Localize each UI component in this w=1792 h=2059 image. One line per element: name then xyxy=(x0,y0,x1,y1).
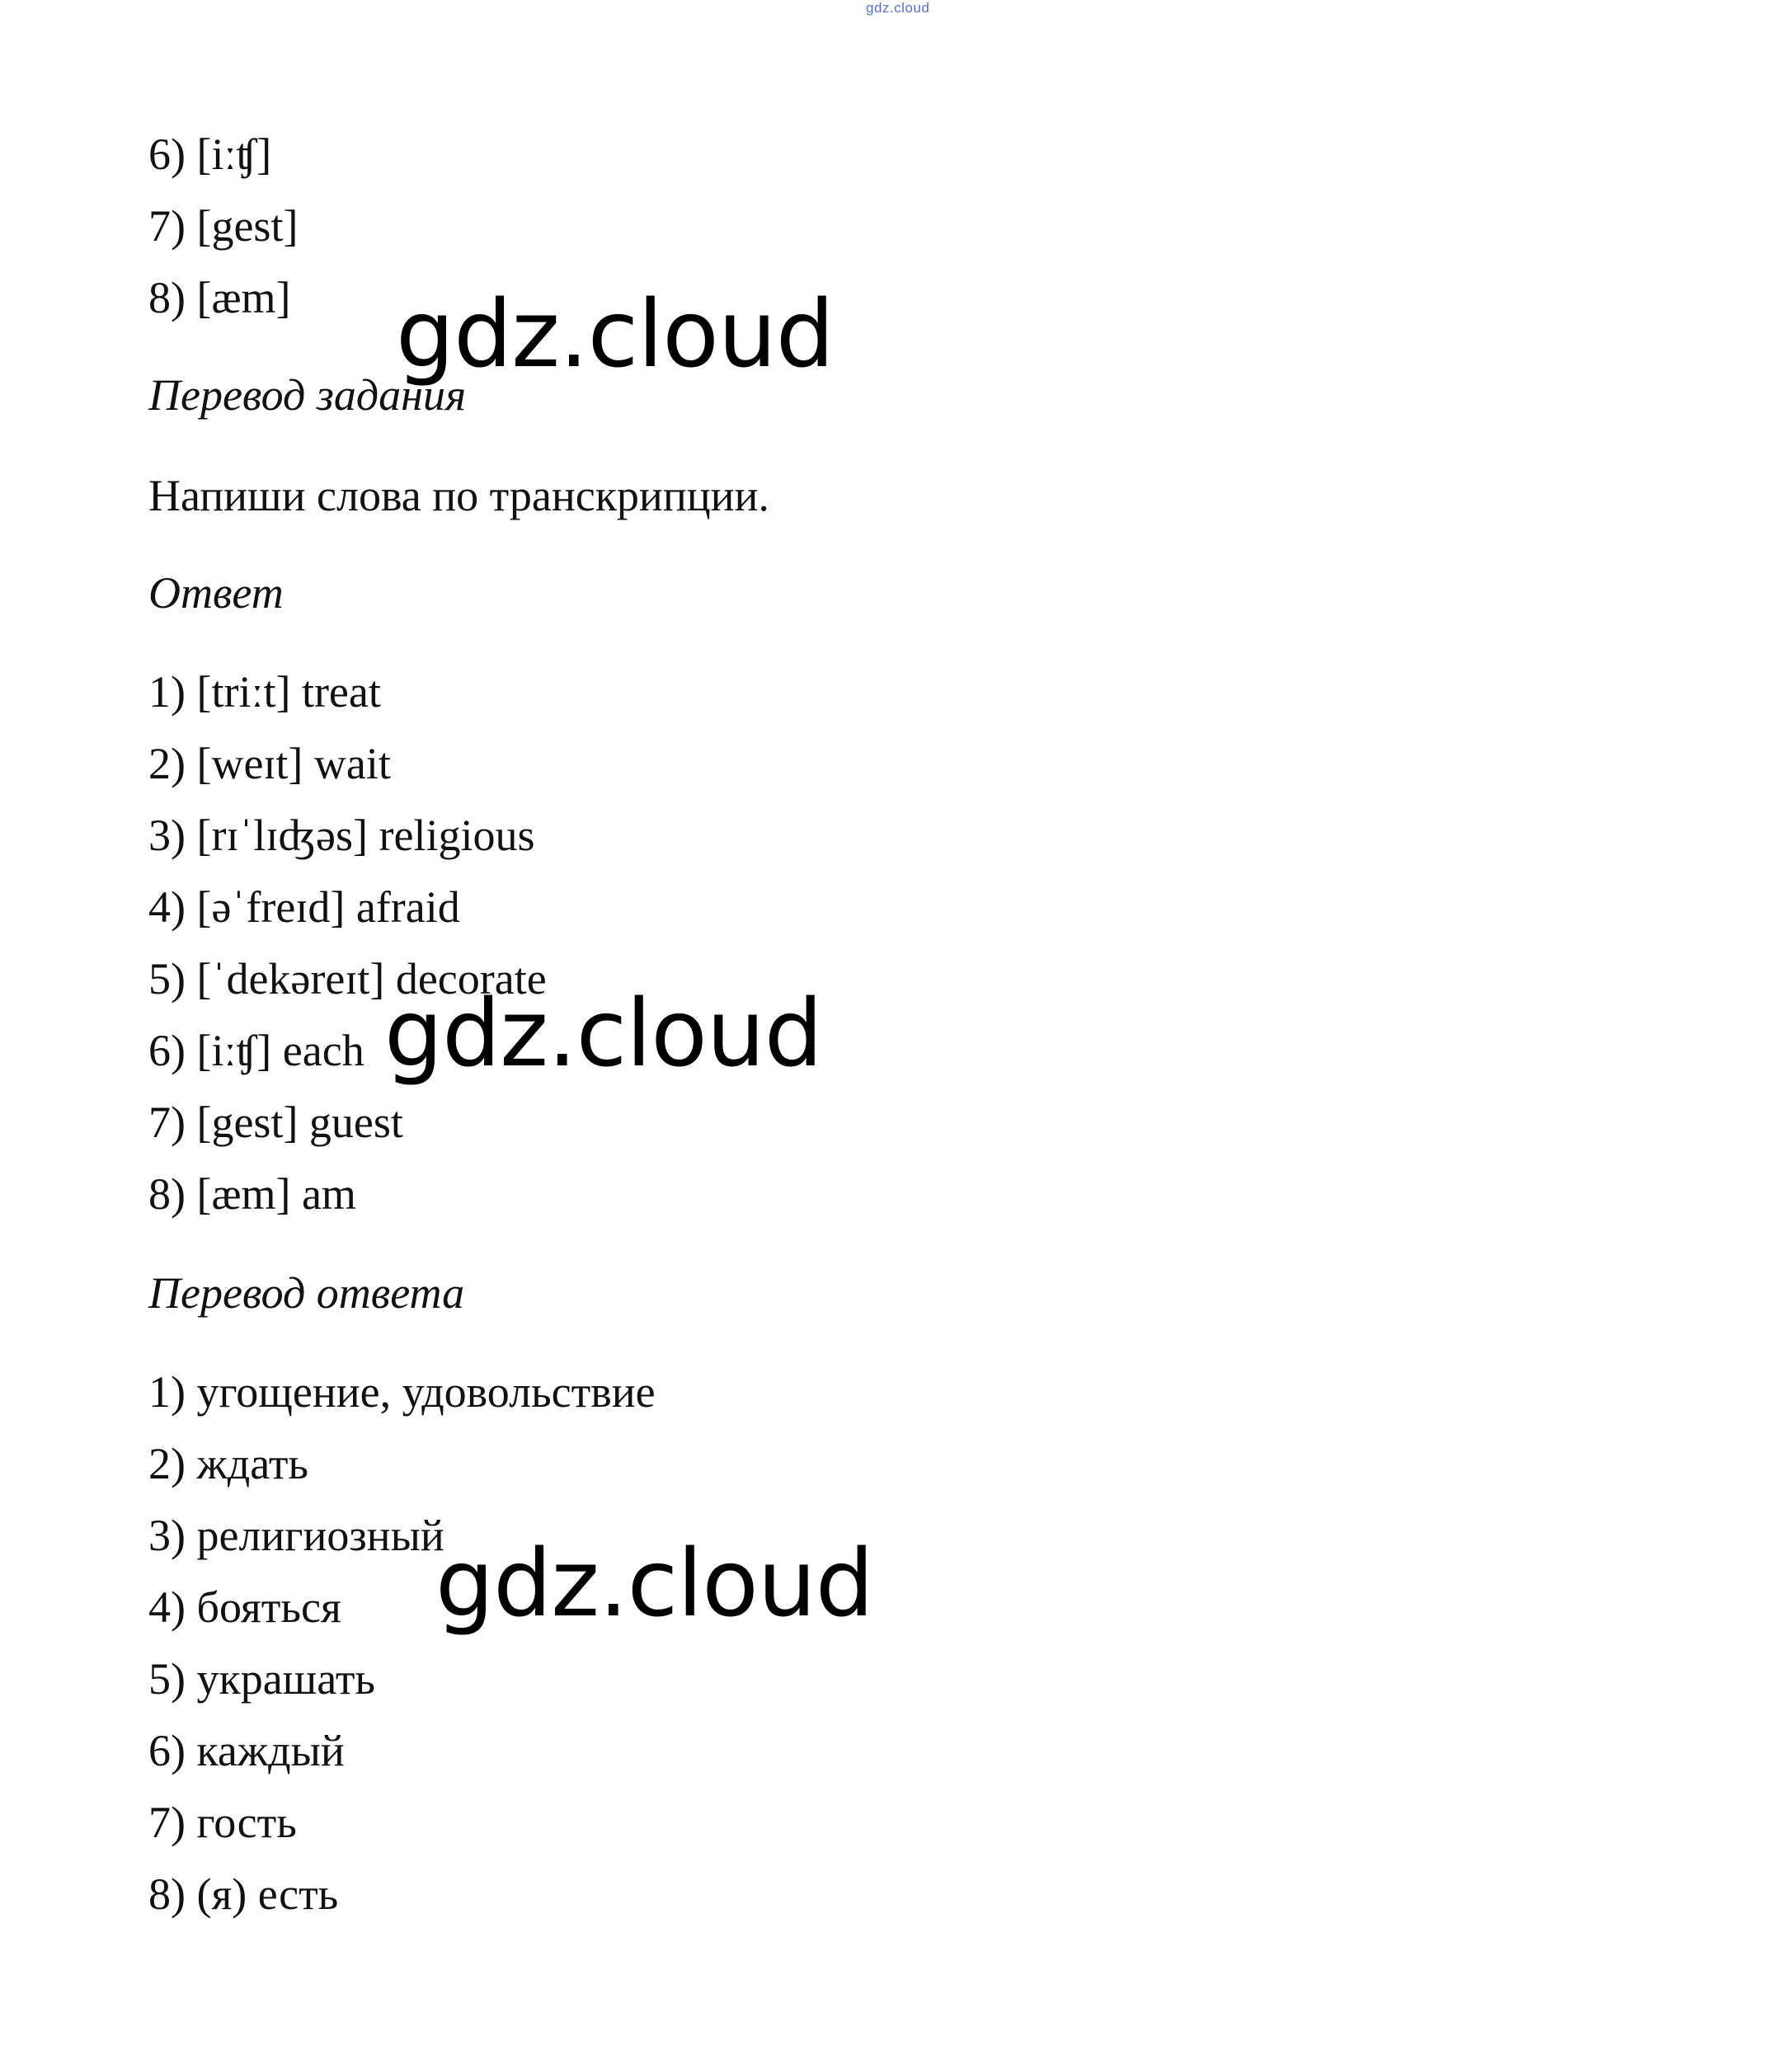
translation-item: 5) украшать xyxy=(148,1654,376,1704)
answer-translation-heading: Перевод ответа xyxy=(148,1268,465,1318)
top-watermark-label: gdz.cloud xyxy=(866,0,930,16)
task-translation-heading: Перевод задания xyxy=(148,370,467,420)
watermark-logo: gdz.cloud xyxy=(396,281,834,388)
answer-item: 2) [weɪt] wait xyxy=(148,739,391,788)
task-text: Напиши слова по транскрипции. xyxy=(148,471,769,520)
answer-item: 8) [æm] am xyxy=(148,1169,356,1219)
translation-item: 2) ждать xyxy=(148,1439,309,1488)
answer-item: 3) [rɪˈlɪʤəs] religious xyxy=(148,811,535,860)
translation-item: 7) гость xyxy=(148,1798,297,1847)
answer-heading: Ответ xyxy=(148,568,284,618)
watermark-logo: gdz.cloud xyxy=(384,980,822,1088)
answer-item: 7) [gest] guest xyxy=(148,1098,403,1147)
transcription-item: 7) [gest] xyxy=(148,201,299,251)
translation-item: 4) бояться xyxy=(148,1582,341,1632)
transcription-item: 8) [æm] xyxy=(148,273,291,322)
translation-item: 8) (я) есть xyxy=(148,1869,339,1919)
translation-item: 6) каждый xyxy=(148,1726,345,1775)
answer-item: 6) [iːʧ] each xyxy=(148,1026,365,1075)
watermark-logo: gdz.cloud xyxy=(435,1530,873,1638)
answer-item: 4) [əˈfreɪd] afraid xyxy=(148,882,460,932)
translation-item: 3) религиозный xyxy=(148,1511,444,1560)
answer-item: 1) [triːt] treat xyxy=(148,667,381,717)
transcription-item: 6) [iːʧ] xyxy=(148,129,272,179)
answer-item: 5) [ˈdekəreɪt] decorate xyxy=(148,954,547,1004)
translation-item: 1) угощение, удовольствие xyxy=(148,1367,656,1417)
